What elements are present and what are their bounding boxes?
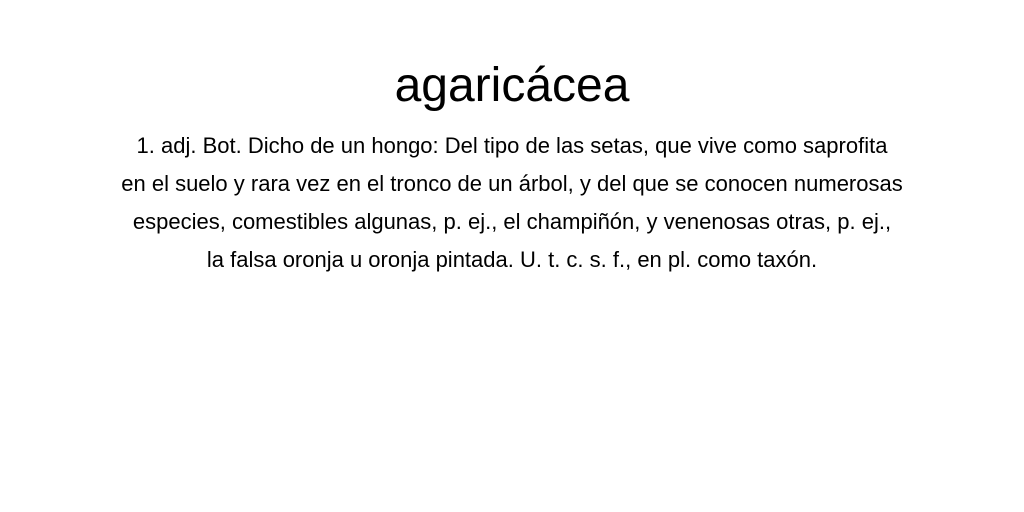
definition-line: la falsa oronja u oronja pintada. U. t. c. s. f., en pl. como taxón. [206,247,818,272]
definition [40,127,984,279]
headword: agaricácea [394,59,630,112]
definition-line: en el suelo y rara vez en el tronco de un árbol, y del que se conocen numerosas [121,171,903,196]
definition-line: especies, comestibles algunas, p. ej., el champiñón, y venenosas otras, p. ej., [132,209,892,234]
definition-line: 1. adj. Bot. Dicho de un hongo: Del tipo de las setas, que vive como saprofita [136,133,888,158]
